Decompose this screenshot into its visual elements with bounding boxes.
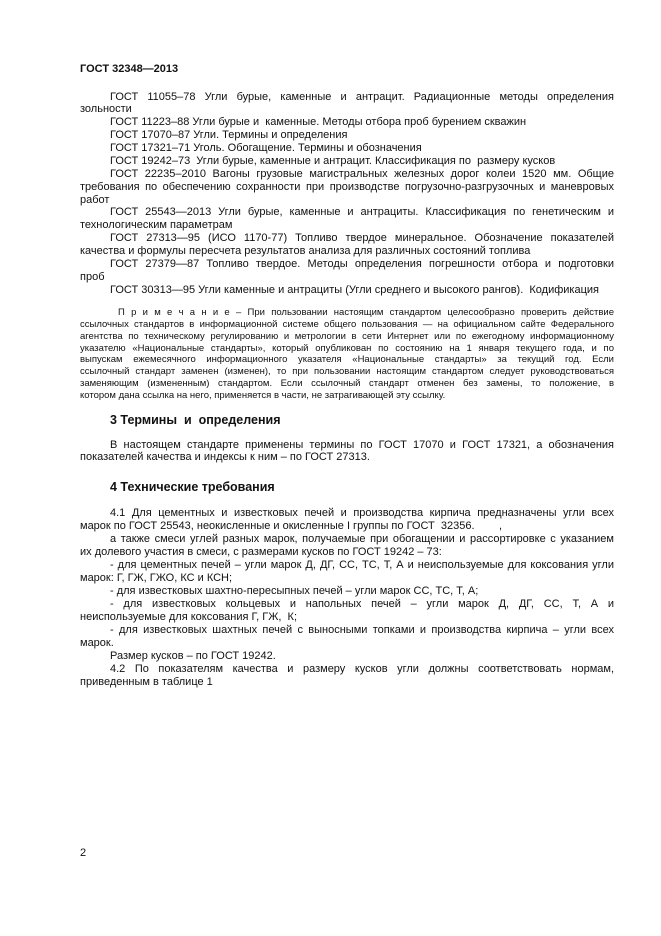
reference-line: зольности [80, 103, 132, 116]
note-line: выпускам ежемесячного информационного указателя «Национальные стандарты» за текущий год. Если [80, 354, 614, 366]
paragraph-line: В настоящем стандарте применены термины по ГОСТ 17070 и ГОСТ 17321, а обозначения [110, 438, 614, 451]
normative-references [80, 91, 614, 297]
list-item-line: марок. [80, 636, 114, 649]
reference-line: требования по обеспечению сохранности при производстве погрузочно-разгрузочных и маневровых [80, 180, 614, 193]
paragraph-line: их долевого участия в смеси, с размерами кусков по ГОСТ 19242 – 73: [80, 545, 442, 558]
reference-line: ГОСТ 19242–73 Угли бурые, каменные и антрацит. Классификация по размеру кусков [110, 154, 556, 167]
list-item-line: - для известковых шахтно-пересыпных печей – угли марок СС, ТС, Т, А; [110, 584, 479, 597]
note-line: ссылочных стандартов в информационной системе общего пользования — на официальном сайте Федерального [80, 318, 614, 330]
note-line: котором дана ссылка на него, применяется в части, не затрагивающей эту ссылку. [80, 390, 446, 402]
page-number: 2 [80, 846, 87, 859]
section-technical-requirements [80, 507, 614, 689]
section-heading-technical-requirements: 4 Технические требования [110, 479, 275, 494]
reference-line: ГОСТ 17070–87 Угли. Термины и определения [110, 129, 348, 142]
reference-line: ГОСТ 25543—2013 Угли бурые, каменные и антрациты. Классификация по генетическим и [110, 206, 614, 219]
paragraph-line: показателей качества и индексы к ним – по ГОСТ 27313. [80, 451, 370, 464]
list-item-line: марок: Г, ГЖ, ГЖО, КС и КСН; [80, 571, 233, 584]
reference-line: ГОСТ 27379—87 Топливо твердое. Методы определения погрешности отбора и подготовки [110, 257, 614, 270]
reference-note [80, 307, 614, 402]
paragraph-line: 4.1 Для цементных и известковых печей и производства кирпича предназначены угли всех [110, 506, 614, 519]
reference-line: ГОСТ 17321–71 Уголь. Обогащение. Термины и обозначения [110, 142, 422, 154]
reference-line: ГОСТ 30313—95 Угли каменные и антрациты (Угли среднего и высокого рангов). Кодификация [110, 283, 599, 296]
paragraph-line: марок по ГОСТ 25543, неокисленные и окисленные I группы по ГОСТ 32356. , [80, 519, 503, 532]
list-item-line: неиспользуемые для коксования Г, ГЖ, К; [80, 610, 297, 623]
reference-line: ГОСТ 22235–2010 Вагоны грузовые магистральных железных дорог колеи 1520 мм. Общие [110, 167, 614, 180]
list-item-line: - для известковых кольцевых и напольных печей – угли марок Д, ДГ, СС, Т, А и [110, 597, 614, 610]
reference-line: технологическим параметрам [80, 219, 233, 232]
paragraph-line: Размер кусков – по ГОСТ 19242. [110, 649, 276, 662]
section-terms [80, 439, 614, 465]
list-item-line: - для известковых шахтных печей с выносными топками и производства кирпича – угли всех [110, 623, 614, 636]
reference-line: ГОСТ 27313—95 (ИСО 1170-77) Топливо твердое минеральное. Обозначение показателей [110, 232, 614, 245]
section-heading-terms: 3 Термины и определения [110, 412, 281, 427]
paragraph-line: а также смеси углей разных марок, получаемые при обогащении и рассортировке с указанием [110, 532, 614, 545]
reference-line: качества и формулы пересчета результатов анализа для различных состояний топлива [80, 245, 531, 257]
reference-line: работ [80, 193, 110, 206]
note-line: П р и м е ч а н и е – При пользовании настоящим стандартом целесообразно проверить действие [118, 307, 614, 318]
note-line: заменяющим (измененным) стандартом. Если ссылочный стандарт отменен без замены, то положение, в [80, 378, 614, 390]
note-line: ссылочный стандарт заменен (изменен), то при пользовании настоящим стандартом следует руководствоваться [80, 366, 614, 378]
note-line: указателю «Национальные стандарты», который опубликован по состоянию на 1 января текущего года, и по [80, 342, 614, 354]
reference-line: ГОСТ 11223–88 Угли бурые и каменные. Методы отбора проб бурением скважин [110, 116, 527, 129]
list-item-line: - для цементных печей – угли марок Д, ДГ, СС, ТС, Т, А и неиспользуемые для коксования угли [110, 558, 614, 571]
document-code: ГОСТ 32348—2013 [80, 63, 179, 75]
paragraph-line: 4.2 По показателям качества и размеру кусков угли должны соответствовать нормам, [110, 662, 614, 675]
note-line: агентства по техническому регулированию и метрологии в сети Интернет или по ежегодному информационному [80, 330, 614, 342]
reference-line: проб [80, 270, 105, 283]
reference-line: ГОСТ 11055–78 Угли бурые, каменные и антрацит. Радиационные методы определения [110, 90, 614, 103]
paragraph-line: приведенным в таблице 1 [80, 675, 213, 688]
